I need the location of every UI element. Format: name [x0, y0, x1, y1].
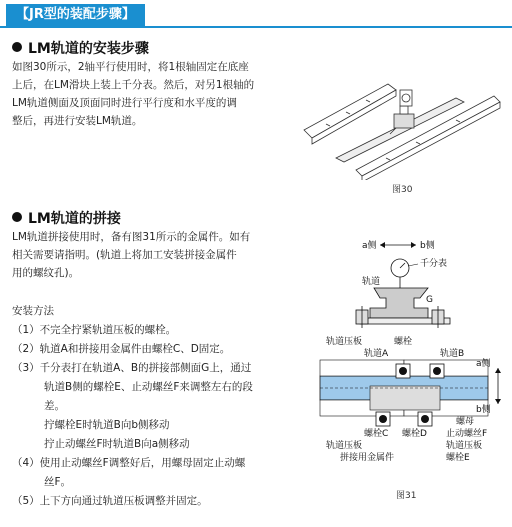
figure-31	[300, 236, 510, 486]
step-3-cont2: 差。	[44, 400, 65, 412]
arrow-down-icon	[495, 399, 501, 404]
step-3-note-e: 拧螺栓E时轨道B向b侧移动	[44, 419, 170, 431]
label-rail-clamp: 轨道压板	[326, 337, 363, 347]
section2-title: LM轨道的拼接	[12, 208, 121, 228]
section2-paragraph: LM轨道拼接使用时，备有图31所示的金属件。如有 相关需要请指明。(轨道上将加工安装拼接金属件 用的螺纹孔)。	[12, 231, 251, 279]
step-3-cont: 轨道B侧的螺栓E、止动螺丝F来调整左右的段	[44, 381, 253, 393]
arrow-left-icon	[380, 242, 385, 248]
header-bar	[0, 4, 512, 28]
step-2: （2）轨道A和拼接用金属件由螺栓C、D固定。	[12, 343, 231, 355]
page-title: 【JR型的装配步骤】	[6, 4, 145, 26]
label-b-side-right: b侧	[476, 405, 491, 415]
method-title: 安装方法	[12, 305, 54, 317]
label-bolt-e: 螺栓E	[446, 453, 470, 463]
arrow-up-icon	[495, 368, 501, 373]
figure31-caption: 图31	[396, 491, 417, 501]
label-bolt-d: 螺栓D	[402, 429, 427, 439]
step-1: （1）不完全拧紧轨道压板的螺栓。	[12, 324, 177, 336]
label-set-screw-f: 止动螺丝F	[446, 429, 488, 439]
label-a-side-right: a侧	[476, 359, 491, 369]
label-joint-plate: 拼接用金属件	[340, 453, 395, 463]
label-dial-gauge: 千分表	[420, 259, 448, 269]
label-nut: 螺母	[456, 417, 475, 427]
label-rail-b: 轨道B	[440, 349, 465, 359]
steps-list	[12, 321, 282, 511]
step-4-cont: 丝F。	[44, 476, 72, 488]
step-3-note-f: 拧止动螺丝F时轨道B向a侧移动	[44, 438, 190, 450]
label-bolt-c: 螺栓C	[364, 429, 389, 439]
label-a-side: a侧	[362, 241, 377, 251]
step-3: （3）千分表打在轨道A、B的拼接部侧面G上，通过	[12, 362, 252, 374]
bullet-icon	[12, 42, 22, 52]
step-4: （4）使用止动螺丝F调整好后，用螺母固定止动螺	[12, 457, 246, 469]
figure-30	[296, 40, 506, 180]
step-5: （5）上下方向通过轨道压板调整并固定。	[12, 495, 208, 507]
label-rail-a: 轨道A	[364, 349, 389, 359]
bullet-icon	[12, 212, 22, 222]
figure30-caption: 图30	[392, 185, 413, 195]
label-rail-clamp-left: 轨道压板	[326, 441, 363, 451]
arrow-right-icon	[411, 242, 416, 248]
bolt-icon	[433, 367, 441, 375]
label-rail-clamp-right: 轨道压板	[446, 441, 483, 451]
label-b-side: b侧	[420, 241, 435, 251]
bolt-icon	[399, 367, 407, 375]
label-bolt: 螺栓	[394, 337, 413, 347]
section1-title: LM轨道的安装步骤	[12, 38, 149, 58]
joint-plate-shape	[370, 386, 440, 410]
bolt-icon	[421, 415, 429, 423]
section1-paragraph: 如图30所示，2轴平行使用时，将1根轴固定在底座 上后，在LM滑块上装上千分表。然后，对另1根轴的 LM轨道侧面及顶面同时进行平行度和水平度的调 整后，再进行安装LM轨道。	[12, 61, 255, 127]
rail-cross-section	[356, 288, 450, 328]
label-g: G	[426, 295, 433, 305]
label-rail: 轨道	[362, 277, 381, 287]
bolt-icon	[379, 415, 387, 423]
